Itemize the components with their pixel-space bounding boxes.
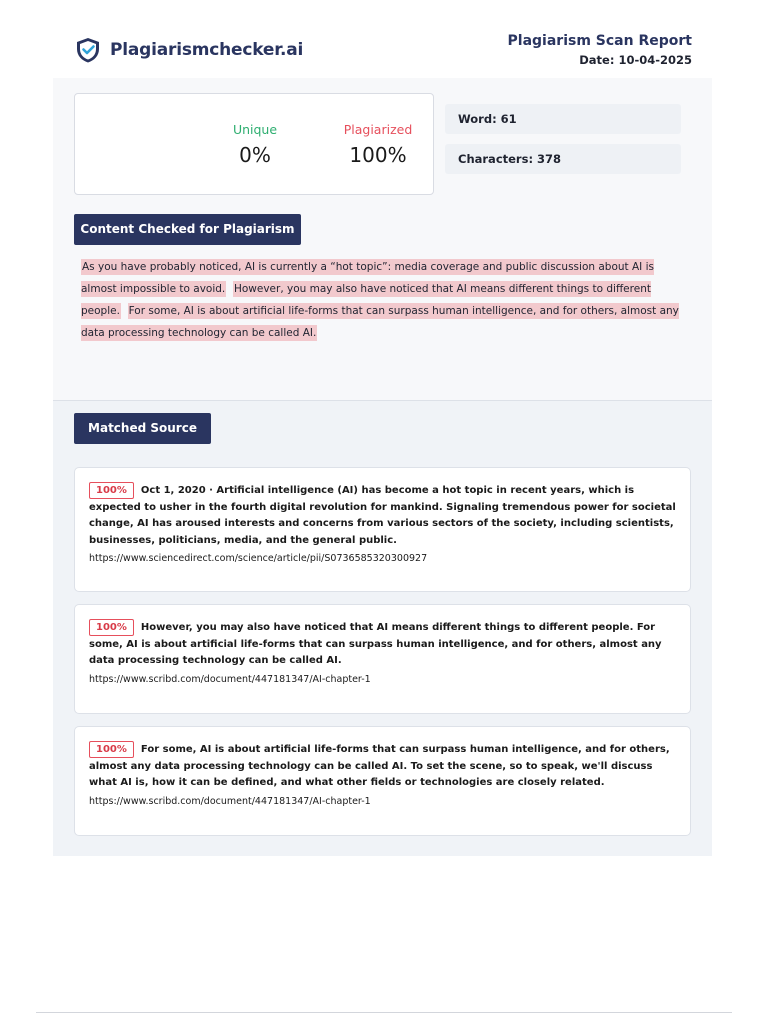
source-url-link[interactable]: https://www.scribd.com/document/447181347/AI-chapter-1	[89, 795, 371, 807]
source-text: For some, AI is about artificial life-forms that can surpass human intelligence, and for others, almost any data processing technology can be called AI. To set the scene, so to speak, we'll discuss what AI is, how it can be defined, and what other fields or technologies are closely related.	[89, 744, 670, 788]
character-count: Characters: 378	[445, 144, 681, 174]
source-text: Oct 1, 2020 · Artificial intelligence (AI) has become a hot topic in recent years, which is expected to usher in the fourth digital revolution for mankind. Signaling tremendous power for societal change, AI has aroused interests and concerns from various sectors of the society, including scientists, businesses, politicians, media, and the general public.	[89, 485, 676, 546]
unique-label: Unique	[232, 122, 278, 137]
logo	[74, 36, 303, 64]
match-percent-badge: 100%	[89, 619, 134, 636]
highlighted-sentence: As you have probably noticed, AI is currently a “hot topic”: media coverage and public discussion about AI is almost impossible to avoid.	[81, 261, 655, 295]
word-count: Word: 61	[445, 104, 681, 134]
footer-divider	[36, 1012, 732, 1013]
highlighted-sentence: However, you may also have noticed that AI means different things to different people.	[81, 283, 651, 317]
source-snippet	[89, 482, 676, 549]
unique-value: 0%	[239, 143, 271, 167]
logo-text: Plagiarismchecker.ai	[110, 40, 304, 60]
match-percent-badge: 100%	[89, 482, 134, 499]
source-snippet	[89, 741, 676, 792]
content-checked-heading: Content Checked for Plagiarism	[74, 214, 301, 245]
summary-panel	[53, 78, 712, 400]
report-title: Plagiarism Scan Report	[507, 33, 692, 49]
score-box	[74, 93, 434, 195]
source-text: However, you may also have noticed that AI means different things to different people. For some, AI is about artificial life-forms that can surpass human intelligence, and for others, almost any data processing technology can be called AI.	[89, 622, 662, 666]
unique-score	[215, 122, 295, 167]
source-card	[74, 726, 691, 836]
shield-check-icon	[74, 36, 102, 64]
source-snippet	[89, 619, 676, 670]
source-card	[74, 467, 691, 592]
source-url-link[interactable]: https://www.sciencedirect.com/science/article/pii/S0736585320300927	[89, 553, 428, 564]
source-card	[74, 604, 691, 714]
plagiarized-label: Plagiarized	[343, 122, 413, 137]
matched-sources-list	[53, 400, 712, 855]
report-header	[0, 0, 768, 78]
plagiarized-score	[328, 122, 428, 167]
highlighted-sentence: For some, AI is about artificial life-forms that can surpass human intelligence, and for others, almost any data processing technology can be called AI.	[81, 305, 679, 339]
match-percent-badge: 100%	[89, 741, 134, 758]
plagiarized-value: 100%	[349, 143, 407, 167]
source-url-link[interactable]: https://www.scribd.com/document/447181347/AI-chapter-1	[89, 673, 371, 685]
matched-source-heading: Matched Source	[74, 413, 211, 444]
report-date: Date: 10-04-2025	[579, 53, 692, 67]
checked-content	[81, 256, 685, 344]
